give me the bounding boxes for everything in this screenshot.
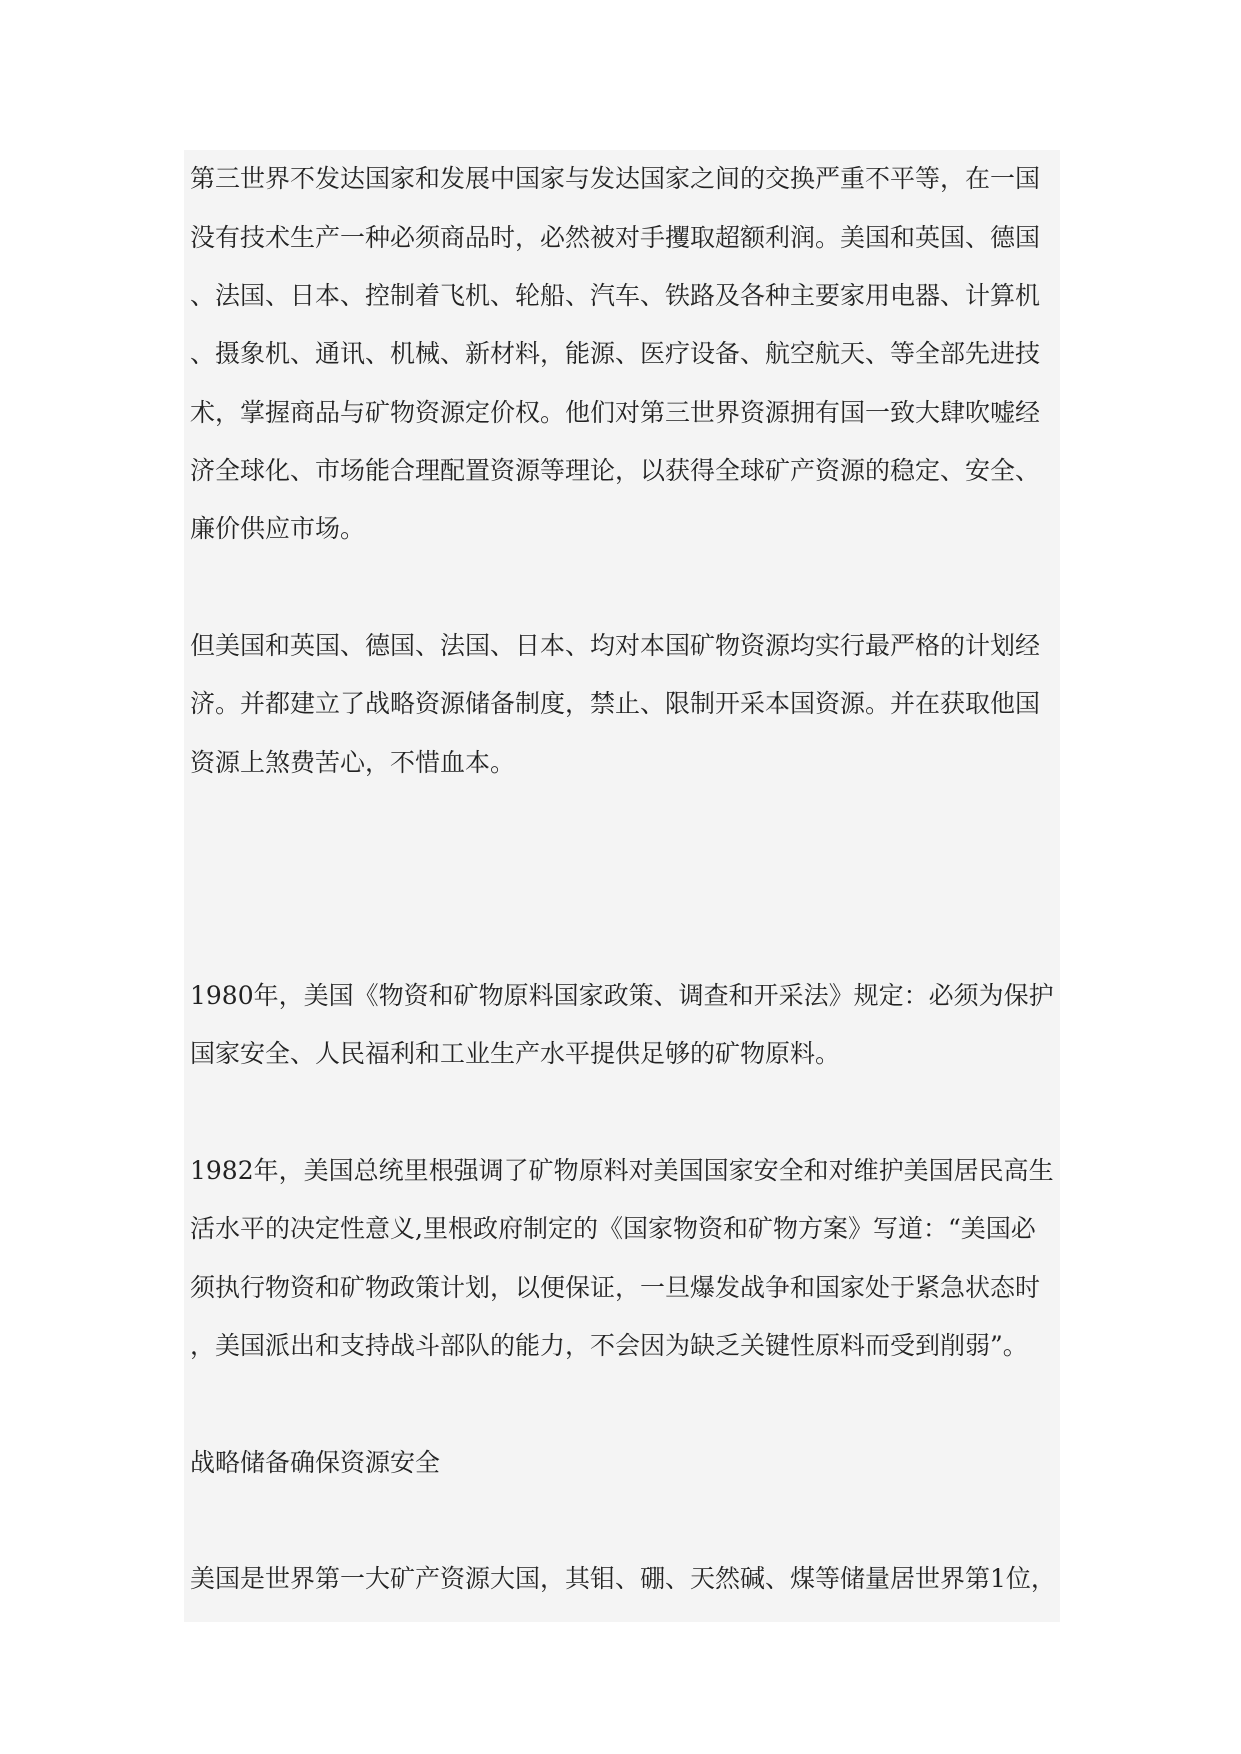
text-line: 1980年，美国《物资和矿物原料国家政策、调查和开采法》规定：必须为保护 xyxy=(190,981,1054,1010)
text-line: 但美国和英国、德国、法国、日本、均对本国矿物资源均实行最严格的计划经 xyxy=(190,631,1041,660)
text-line: 济全球化、市场能合理配置资源等理论，以获得全球矿产资源的稳定、安全、 xyxy=(190,456,1041,485)
text-line: 活水平的决定性意义,里根政府制定的《国家物资和矿物方案》写道：“美国必 xyxy=(190,1214,1036,1243)
text-line: 资源上煞费苦心，不惜血本。 xyxy=(190,748,516,777)
section-heading: 战略储备确保资源安全 xyxy=(190,1448,441,1477)
text-line: 国家安全、人民福利和工业生产水平提供足够的矿物原料。 xyxy=(190,1039,841,1068)
text-line: 1982年，美国总统里根强调了矿物原料对美国国家安全和对维护美国居民高生 xyxy=(190,1156,1054,1185)
text-line: 须执行物资和矿物政策计划，以便保证，一旦爆发战争和国家处于紧急状态时 xyxy=(190,1273,1041,1302)
text-line: ，美国派出和支持战斗部队的能力，不会因为缺乏关键性原料而受到削弱”。 xyxy=(190,1331,1028,1360)
text-line: 、摄象机、通讯、机械、新材料，能源、医疗设备、航空航天、等全部先进技 xyxy=(190,339,1041,368)
text-line: 廉价供应市场。 xyxy=(190,514,366,543)
text-line: 美国是世界第一大矿产资源大国，其钼、硼、天然碱、煤等储量居世界第1位， xyxy=(190,1564,1056,1593)
text-line: 、法国、日本、控制着飞机、轮船、汽车、铁路及各种主要家用电器、计算机 xyxy=(190,281,1041,310)
text-line: 济。并都建立了战略资源储备制度，禁止、限制开采本国资源。并在获取他国 xyxy=(190,689,1041,718)
text-line: 第三世界不发达国家和发展中国家与发达国家之间的交换严重不平等，在一国 xyxy=(190,164,1041,193)
text-line: 术，掌握商品与矿物资源定价权。他们对第三世界资源拥有国一致大肆吹嘘经 xyxy=(190,398,1041,427)
text-line: 没有技术生产一种必须商品时，必然被对手攫取超额利润。美国和英国、德国 xyxy=(190,223,1041,252)
